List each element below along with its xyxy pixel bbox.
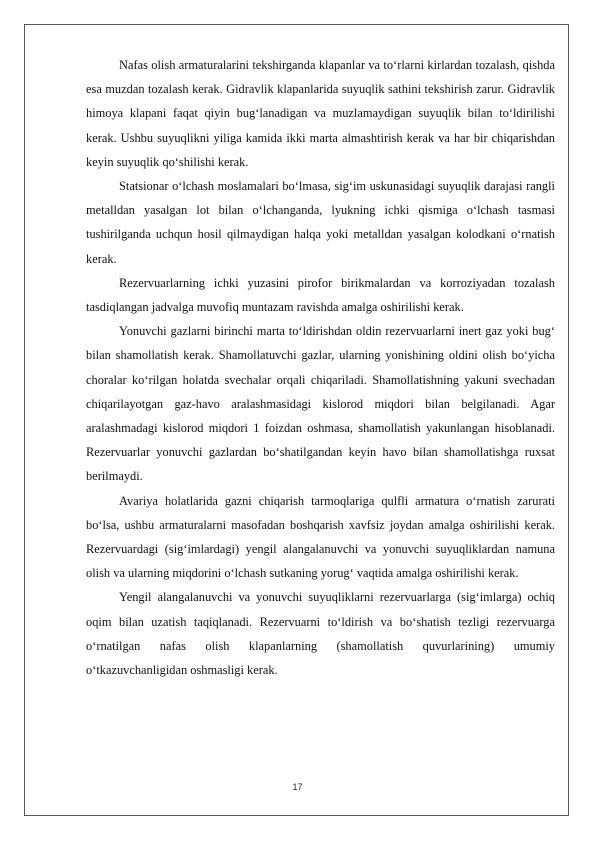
document-body (86, 53, 555, 682)
paragraph-tank-cleaning: Rezervuarlarning ichki yuzasini pirofor birikmalardan va korroziyadan tozalash tasdiqlangan jadvalga muvofiq muntazam ravishda amalga oshirilishi kerak. (86, 275, 555, 315)
paragraph-filling-rules: Yengil alangalanuvchi va yonuvchi suyuqliklarni rezervuarlarga (sig‘imlarga) ochiq oqim bilan uzatish taqiqlanadi. Rezervuarni to‘ldirish va bo‘shatish tezligi rezervuarga o‘rnatilgan nafas olish klapanlarning (shamollatish quvurlarining) umumiy o‘tkazuvchanligidan oshmasligi kerak. (86, 590, 555, 678)
paragraph-tank-purging: Yonuvchi gazlarni birinchi marta to‘ldirishdan oldin rezervuarlarni inert gaz yoki bug‘ bilan shamollatish kerak. Shamollatuvchi gazlar, ularning yonishining oldini olish bo‘yicha choralar ko‘rilgan holatda svechalar orqali chiqariladi. Shamollatishning yakuni svechadan chiqarilayotgan gaz-havo aralashmasidagi kislorod miqdori bilan belgilanadi. Agar aralashmadagi kislorod miqdori 1 foizdan oshmasa, shamollatish yakunlangan hisoblanadi. Rezervuarlar yonuvchi gazlardan bo‘shatilgandan keyin havo bilan shamollatishga ruxsat berilmaydi. (86, 324, 555, 484)
paragraph-breathing-valves: Nafas olish armaturalarini tekshirganda klapanlar va to‘rlarni kirlardan tozalash, qishda esa muzdan tozalash kerak. Gidravlik klapanlarida suyuqlik sathini tekshirish zarur. Gidravlik himoya klapani faqat qiyin bug‘lanadigan va muzlamaydigan suyuqlik bilan to‘ldirilishi kerak. Ushbu suyuqlikni yiliga kamida ikki marta almashtirish kerak va har bir chiqarishdan keyin suyuqlik qo‘shilishi kerak. (86, 58, 555, 169)
page-number: 17 (292, 782, 303, 792)
paragraph-level-measurement: Statsionar o‘lchash moslamalari bo‘lmasa, sig‘im uskunasidagi suyuqlik darajasi rangli metalldan yasalgan lot bilan o‘lchanganda, lyukning ichki qismiga o‘lchash tasmasi tushirilganda uchqun hosil qilmaydigan halqa yoki metalldan yasalgan kolodkani o‘rnatish kerak. (86, 179, 555, 266)
paragraph-emergency-valves: Avariya holatlarida gazni chiqarish tarmoqlariga qulfli armatura o‘rnatish zarurati bo‘lsa, ushbu armaturalarni masofadan boshqarish xavfsiz joydan amalga oshirilishi kerak. Rezervuardagi (sig‘imlardagi) yengil alangalanuvchi va yonuvchi suyuqliklardan namuna olish va ularning miqdorini o‘lchash sutkaning yorug‘ vaqtida amalga oshirilishi kerak. (86, 493, 555, 581)
